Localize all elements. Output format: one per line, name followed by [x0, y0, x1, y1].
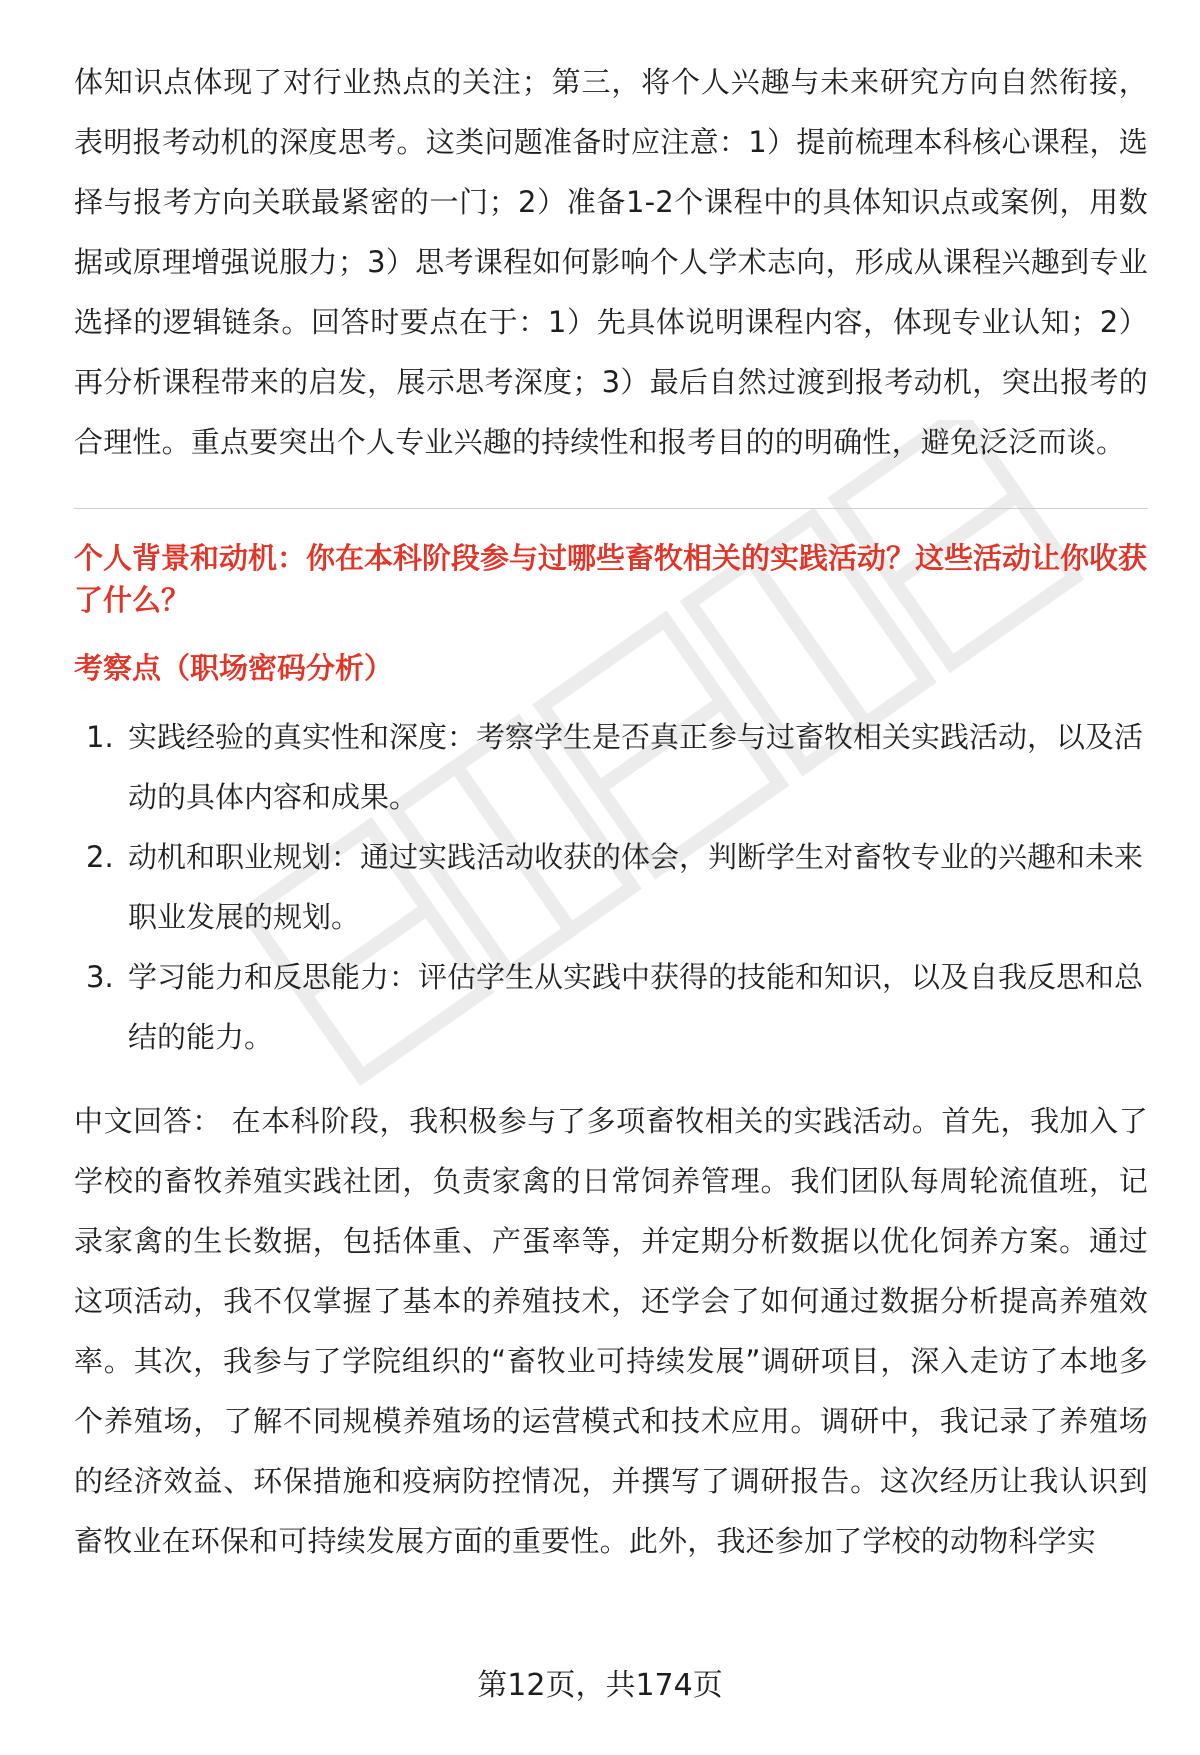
assessment-points-heading: 考察点（职场密码分析）	[74, 651, 394, 685]
list-item	[74, 827, 1148, 947]
page-number-footer: 第12页，共174页	[477, 1668, 723, 1703]
list-item-number: 1.	[86, 720, 114, 754]
answer-paragraph: 中文回答： 在本科阶段，我积极参与了多项畜牧相关的实践活动。首先，我加入了学校的畜牧养殖实践社团，负责家禽的日常饲养管理。我们团队每周轮流值班，记录家禽的生长数据，包括体重、产蛋率等，并定期分析数据以优化饲养方案。通过这项活动，我不仅掌握了基本的养殖技术，还学会了如何通过数据分析提高养殖效率。其次，我参与了学院组织的“畜牧业可持续发展”调研项目，深入走访了本地多个养殖场，了解不同规模养殖场的运营模式和技术应用。调研中，我记录了养殖场的经济效益、环保措施和疫病防控情况，并撰写了调研报告。这次经历让我认识到畜牧业在环保和可持续发展方面的重要性。此外，我还参加了学校的动物科学实	[74, 1104, 1148, 1558]
content-area	[74, 52, 1148, 1571]
list-item	[74, 707, 1148, 827]
list-item-number: 3.	[86, 960, 114, 994]
section-divider	[74, 508, 1148, 509]
list-item	[74, 947, 1148, 1067]
intro-paragraph: 体知识点体现了对行业热点的关注；第三，将个人兴趣与未来研究方向自然衔接，表明报考动机的深度思考。这类问题准备时应注意：1）提前梳理本科核心课程，选择与报考方向关联最紧密的一门；2）准备1-2个课程中的具体知识点或案例，用数据或原理增强说服力；3）思考课程如何影响个人学术志向，形成从课程兴趣到专业选择的逻辑链条。回答时要点在于：1）先具体说明课程内容，体现专业认知；2）再分析课程带来的启发，展示思考深度；3）最后自然过渡到报考动机，突出报考的合理性。重点要突出个人专业兴趣的持续性和报考目的的明确性，避免泛泛而谈。	[74, 65, 1148, 459]
list-item-text: 实践经验的真实性和深度：考察学生是否真正参与过畜牧相关实践活动，以及活动的具体内容和成果。	[128, 720, 1144, 814]
list-item-number: 2.	[86, 840, 114, 874]
question-heading: 个人背景和动机：你在本科阶段参与过哪些畜牧相关的实践活动？这些活动让你收获了什么？	[74, 541, 1148, 617]
list-item-text: 学习能力和反思能力：评估学生从实践中获得的技能和知识，以及自我反思和总结的能力。	[128, 960, 1144, 1054]
list-item-text: 动机和职业规划：通过实践活动收获的体会，判断学生对畜牧专业的兴趣和未来职业发展的规划。	[128, 840, 1144, 934]
assessment-points-list	[74, 707, 1148, 1067]
